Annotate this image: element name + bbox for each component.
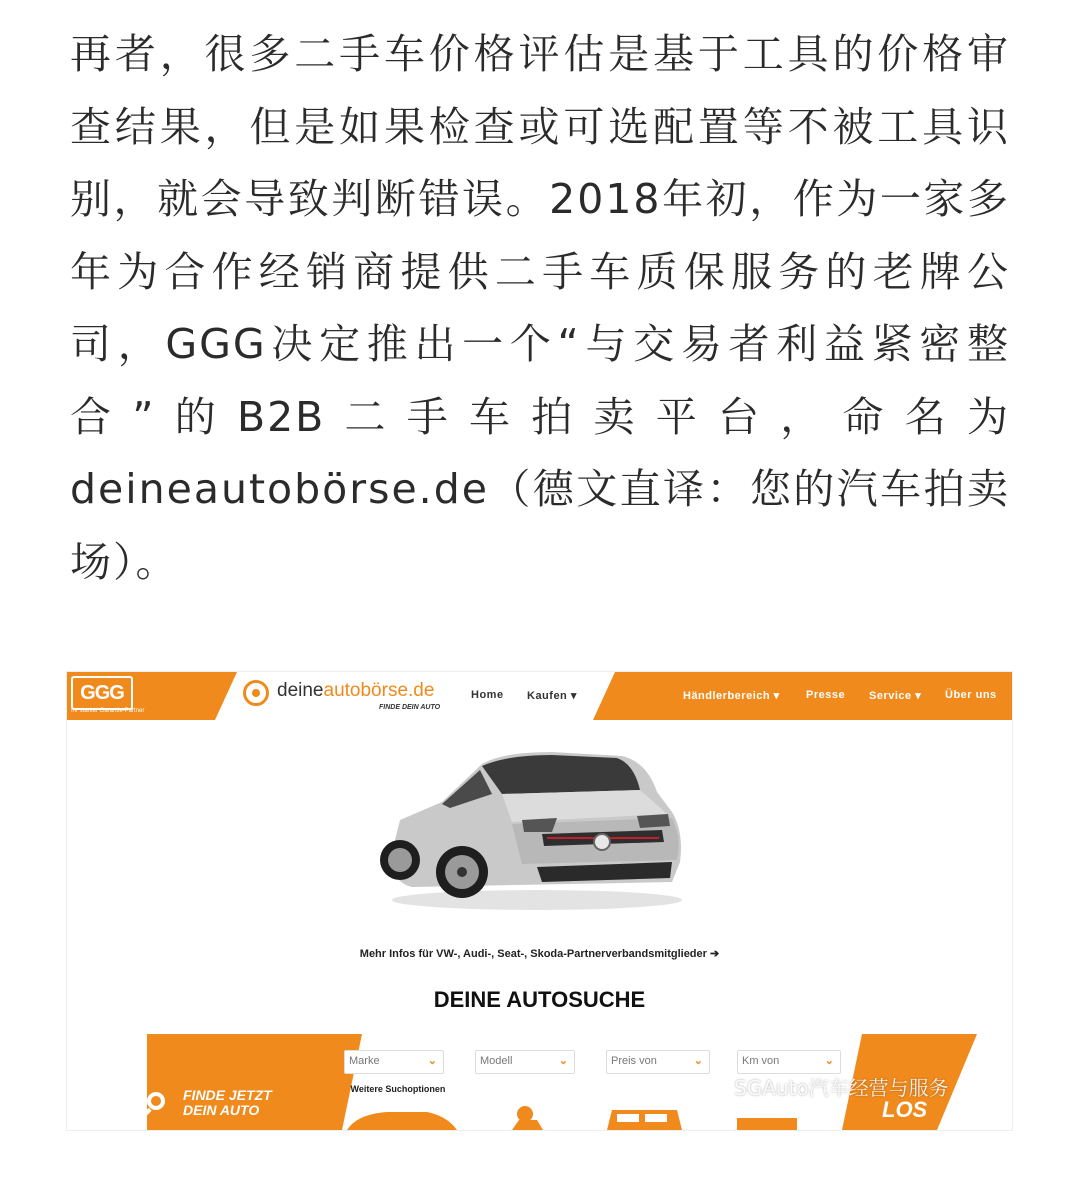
finde-line1: FINDE JETZT xyxy=(183,1087,272,1103)
nav-presse[interactable]: Presse xyxy=(806,689,846,701)
car-type-icon xyxy=(347,1112,457,1130)
website-screenshot xyxy=(67,672,1012,1130)
car-image xyxy=(372,742,687,912)
finde-line2: DEIN AUTO xyxy=(183,1102,260,1118)
brand-main: autobörse xyxy=(323,680,409,701)
brand-logo[interactable] xyxy=(277,680,434,702)
preis-select[interactable] xyxy=(606,1050,710,1074)
article-paragraph: 再者，很多二手车价格评估是基于工具的价格审查结果，但是如果检查或可选配置等不被工具识别，就会导致判断错误。2018年初，作为一家多年为合作经销商提供二手车质保服务的老牌公司，GGG决定推出一个“与交易者利益紧密整合”的B2B二手车拍卖平台，命名为deineautobörse.de（德文直译：您的汽车拍卖场）。 xyxy=(70,30,1010,586)
weitere-suchoptionen-link[interactable] xyxy=(345,1084,445,1094)
nav-home[interactable]: Home xyxy=(471,689,504,701)
nav-ueber-uns[interactable]: Über uns xyxy=(945,689,997,701)
modell-label: Modell xyxy=(480,1055,513,1067)
chevron-right-icon: › xyxy=(345,1084,348,1094)
brand-tld: .de xyxy=(408,680,435,701)
nav-service[interactable]: Service ▾ xyxy=(869,690,922,702)
finde-label xyxy=(183,1088,272,1118)
watermark-text: SGAuto汽车经营与服务 xyxy=(734,1076,949,1100)
modell-select[interactable] xyxy=(475,1050,575,1074)
preis-label: Preis von xyxy=(611,1055,657,1067)
ggg-logo[interactable]: GGG xyxy=(71,676,133,710)
km-label: Km von xyxy=(742,1055,780,1067)
ggg-tagline: Ihr starker Garantie-Partner xyxy=(71,708,145,714)
brand-tagline: FINDE DEIN AUTO xyxy=(379,704,441,711)
nav-haendlerbereich[interactable]: Händlerbereich ▾ xyxy=(683,690,780,702)
truck-icon xyxy=(737,1118,797,1130)
marke-select[interactable] xyxy=(344,1050,444,1074)
brand-logo-icon xyxy=(243,680,269,706)
chevron-down-icon: ⌄ xyxy=(693,1055,703,1067)
brand-prefix: deine xyxy=(277,680,324,701)
partner-info-link[interactable]: Mehr Infos für VW-, Audi-, Seat-, Skoda-Partnerverbandsmitglieder ➔ xyxy=(359,948,720,960)
chevron-down-icon: ⌄ xyxy=(824,1055,834,1067)
los-button[interactable]: LOS xyxy=(882,1097,928,1122)
chevron-down-icon: ⌄ xyxy=(558,1055,568,1067)
marke-label: Marke xyxy=(349,1055,380,1067)
motorbike-icon xyxy=(517,1106,533,1122)
article-text xyxy=(70,18,1010,598)
chevron-down-icon: ⌄ xyxy=(427,1055,437,1067)
wechat-icon xyxy=(698,1078,728,1100)
km-select[interactable] xyxy=(737,1050,841,1074)
vehicle-type-icons xyxy=(347,1102,847,1130)
autosuche-heading: DEINE AUTOSUCHE xyxy=(433,987,646,1012)
nav-kaufen[interactable]: Kaufen ▾ xyxy=(527,690,577,702)
weitere-label: Weitere Suchoptionen xyxy=(350,1084,446,1094)
search-icon xyxy=(147,1092,165,1110)
